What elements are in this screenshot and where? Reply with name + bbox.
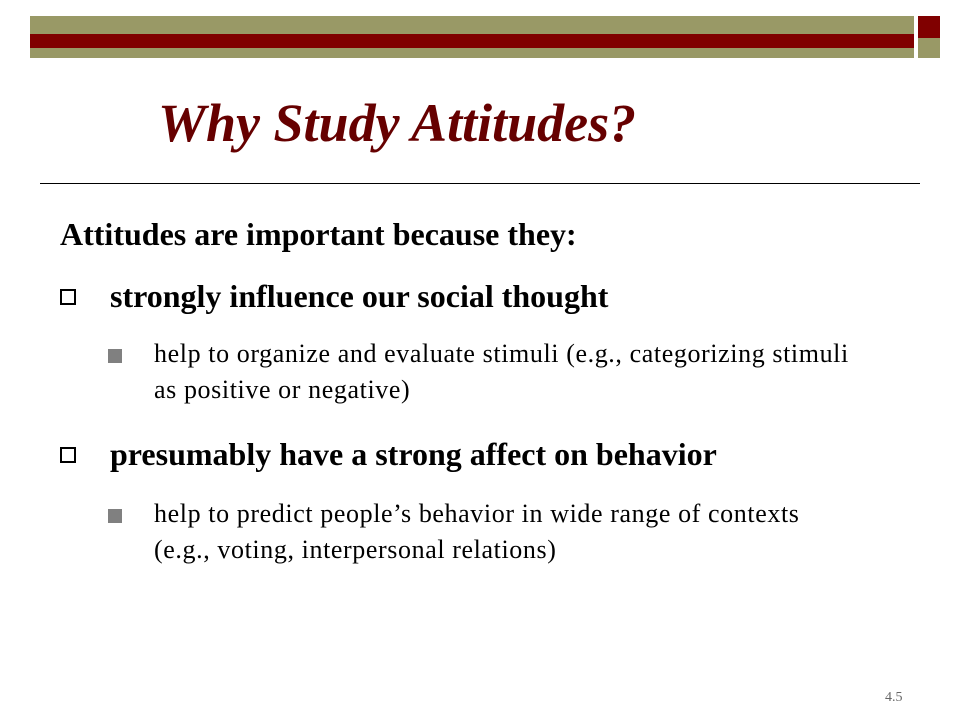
header-maroon-band xyxy=(30,34,914,48)
sub-bullet-1-text: help to organize and evaluate stimuli (e.g., categorizing stimuli as positive or negative) xyxy=(154,339,849,404)
header-maroon-square xyxy=(918,16,940,38)
title-divider xyxy=(40,183,920,184)
bullet-point-2-text: presumably have a strong affect on behavior xyxy=(110,436,717,472)
hollow-square-icon xyxy=(60,289,76,305)
filled-square-icon xyxy=(108,349,122,363)
hollow-square-icon xyxy=(60,447,76,463)
filled-square-icon xyxy=(108,509,122,523)
intro-text: Attitudes are important because they: xyxy=(60,216,577,252)
header-decoration xyxy=(0,0,960,60)
header-olive-square xyxy=(918,38,940,58)
sub-bullet-2-text: help to predict people’s behavior in wide range of contexts (e.g., voting, interpersonal relations) xyxy=(154,499,800,564)
header-olive-band-lower xyxy=(30,48,914,58)
bullet-point-1-text: strongly influence our social thought xyxy=(110,278,609,314)
header-olive-band xyxy=(30,16,914,34)
slide-number: 4.5 xyxy=(885,690,903,705)
slide-title: Why Study Attitudes? xyxy=(158,93,637,153)
